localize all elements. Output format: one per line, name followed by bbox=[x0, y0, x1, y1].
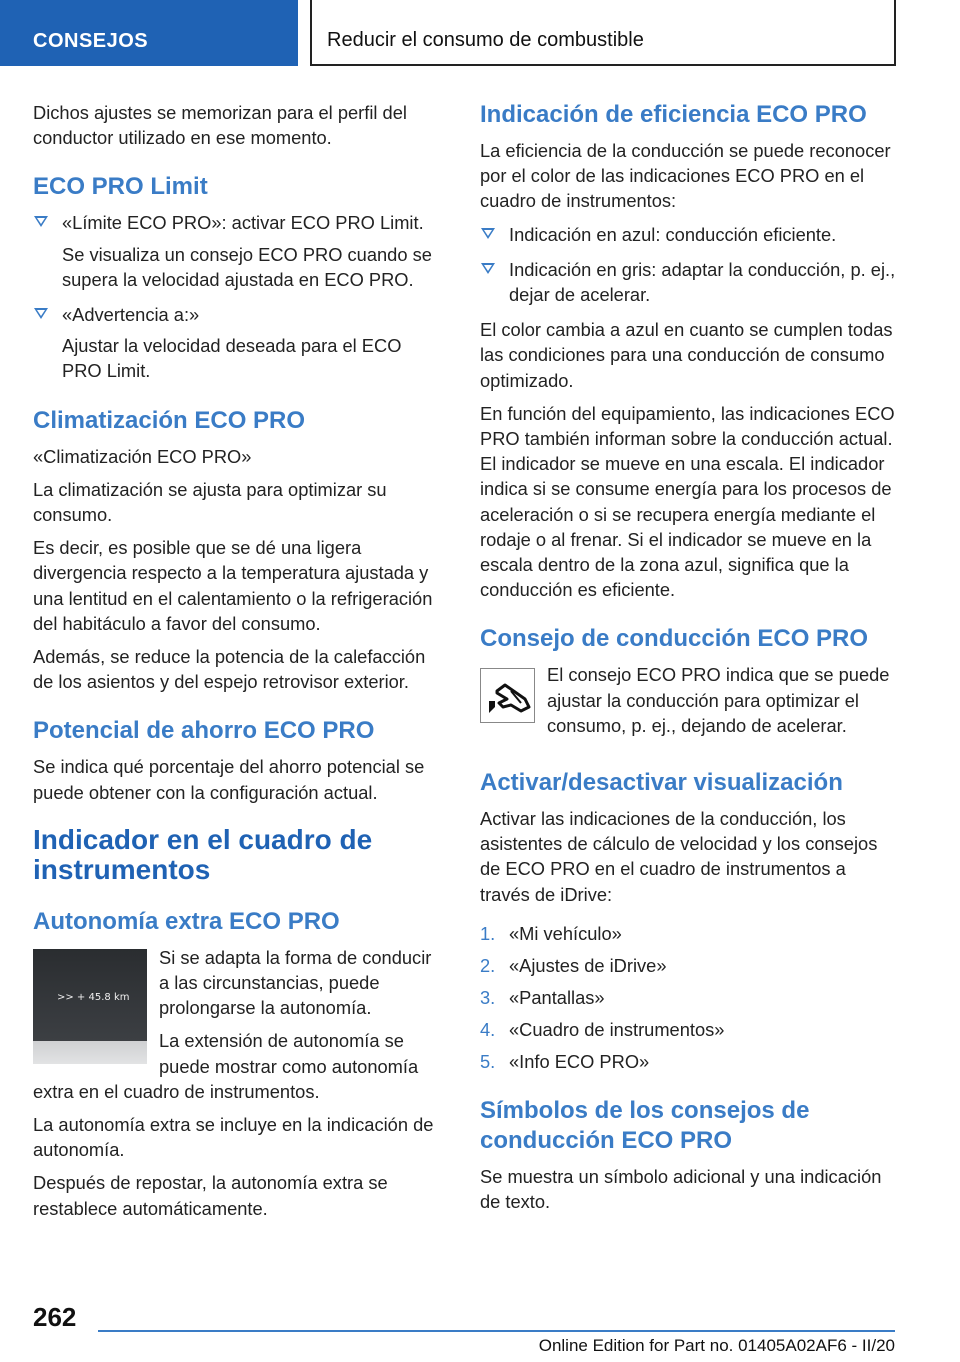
section-label: CONSEJOS bbox=[33, 30, 149, 52]
paragraph: Después de repostar, la autonomía extra se restablece automáticamente. bbox=[33, 1172, 388, 1219]
simbolos-heading: Símbolos de los consejos de conducción ECO PRO bbox=[480, 1096, 810, 1154]
indicador-heading: Indicador en el cuadro de instrumentos bbox=[33, 823, 373, 885]
paragraph: Si se adapta la forma de conducir a las circunstancias, puede prolongarse la autonomía. bbox=[159, 946, 432, 1019]
section-tab bbox=[0, 0, 298, 66]
list-item-text: Indicación en azul: conducción eficiente. bbox=[509, 223, 837, 245]
eco-pro-tip-icon bbox=[480, 668, 535, 723]
paragraph: Es decir, es posible que se dé una ligera divergencia respecto a la temperatura ajustada y una lentitud en el calentamiento o la refrigeración del habitáculo a favor del consumo. bbox=[33, 537, 433, 634]
paragraph: En función del equipamiento, las indicaciones ECO PRO también informan sobre la conducción actual. El indicador se mueve en una escala. El indicador indica si se consume energía para los procesos de aceleración o si se recupera energía mediante el rodaje o al frenar. Si el indicador se mueve en la escala dentro de la zona azul, significa que la conducción es eficiente. bbox=[480, 402, 895, 601]
dashboard-range-image bbox=[33, 949, 147, 1064]
step-number: 3. bbox=[480, 986, 496, 1008]
autonomia-heading: Autonomía extra ECO PRO bbox=[33, 907, 340, 935]
list-item bbox=[480, 222, 900, 247]
step-text: «Info ECO PRO» bbox=[509, 1050, 650, 1072]
paragraph: La eficiencia de la conducción se puede reconocer por el color de las indicaciones ECO PRO en el cuadro de instrumentos: bbox=[480, 140, 891, 212]
paragraph: Se muestra un símbolo adicional y una indicación de texto. bbox=[480, 1165, 882, 1213]
potencial-heading: Potencial de ahorro ECO PRO bbox=[33, 717, 375, 745]
step-text: «Mi vehículo» bbox=[509, 922, 622, 944]
triangle-bullet-icon bbox=[481, 263, 495, 274]
step-number: 2. bbox=[480, 954, 496, 976]
paragraph: El color cambia a azul en cuanto se cumplen todas las condiciones para una conducción de consumo optimizado. bbox=[480, 319, 893, 391]
eficiencia-heading: Indicación de eficiencia ECO PRO bbox=[480, 101, 867, 128]
list-item bbox=[480, 921, 900, 946]
triangle-bullet-icon bbox=[481, 228, 495, 239]
left-column bbox=[33, 100, 443, 1229]
list-item bbox=[480, 1017, 900, 1042]
triangle-bullet-icon bbox=[34, 216, 48, 227]
page-title: Reducir el consumo de combustible bbox=[327, 29, 644, 51]
paragraph: Se indica qué porcentaje del ahorro potencial se puede obtener con la configuración actual. bbox=[33, 756, 425, 803]
list-item-subtext: Se visualiza un consejo ECO PRO cuando se supera la velocidad ajustada en ECO PRO. bbox=[62, 243, 432, 290]
list-item bbox=[33, 210, 443, 292]
list-item-text: «Advertencia a:» bbox=[62, 304, 200, 326]
consejo-heading: Consejo de conducción ECO PRO bbox=[480, 625, 869, 653]
list-item bbox=[480, 1049, 900, 1074]
step-number: 1. bbox=[480, 922, 496, 944]
list-item-subtext: Ajustar la velocidad deseada para el ECO PRO Limit. bbox=[62, 335, 402, 382]
step-number: 5. bbox=[480, 1050, 496, 1072]
paragraph: «Climatización ECO PRO» bbox=[33, 445, 252, 467]
intro-paragraph: Dichos ajustes se memorizan para el perfil del conductor utilizado en ese momento. bbox=[33, 102, 407, 149]
paragraph: Activar las indicaciones de la conducción, los asistentes de cálculo de velocidad y los consejos de ECO PRO en el cuadro de instrumentos a través de iDrive: bbox=[480, 808, 878, 905]
step-text: «Ajustes de iDrive» bbox=[509, 954, 667, 976]
activar-heading: Activar/desactivar visualización bbox=[480, 769, 843, 797]
climatizacion-heading: Climatización ECO PRO bbox=[33, 406, 306, 434]
triangle-bullet-icon bbox=[34, 308, 48, 319]
edition-text: Online Edition for Part no. 01405A02AF6 - II/20 bbox=[538, 1336, 895, 1355]
step-text: «Pantallas» bbox=[509, 986, 605, 1008]
step-text: «Cuadro de instrumentos» bbox=[509, 1018, 725, 1040]
list-item-text: Indicación en gris: adaptar la conducción, p. ej., dejar de acelerar. bbox=[509, 258, 896, 306]
paragraph: El consejo ECO PRO indica que se puede ajustar la conducción para optimizar el consumo, p. ej., dejando de acelerar. bbox=[547, 664, 890, 736]
header-title-box bbox=[310, 0, 896, 66]
eco-pro-limit-heading: ECO PRO Limit bbox=[33, 173, 208, 201]
list-item bbox=[480, 953, 900, 978]
footer-divider bbox=[98, 1330, 895, 1332]
page-number: 262 bbox=[33, 1302, 77, 1332]
paragraph: La climatización se ajusta para optimizar su consumo. bbox=[33, 478, 387, 526]
step-number: 4. bbox=[480, 1018, 496, 1040]
paragraph: La extensión de autonomía se puede mostrar como autonomía extra en el cuadro de instrumentos. bbox=[33, 1030, 419, 1102]
list-item bbox=[480, 985, 900, 1010]
right-column bbox=[480, 100, 900, 1222]
paragraph: La autonomía extra se incluye en la indicación de autonomía. bbox=[33, 1114, 434, 1161]
paragraph: Además, se reduce la potencia de la calefacción de los asientos y del espejo retrovisor exterior. bbox=[33, 646, 426, 693]
list-item-text: «Límite ECO PRO»: activar ECO PRO Limit. bbox=[62, 212, 424, 234]
list-item bbox=[33, 302, 443, 384]
list-item bbox=[480, 257, 900, 307]
range-readout: >> + 45.8 km bbox=[57, 991, 130, 1003]
